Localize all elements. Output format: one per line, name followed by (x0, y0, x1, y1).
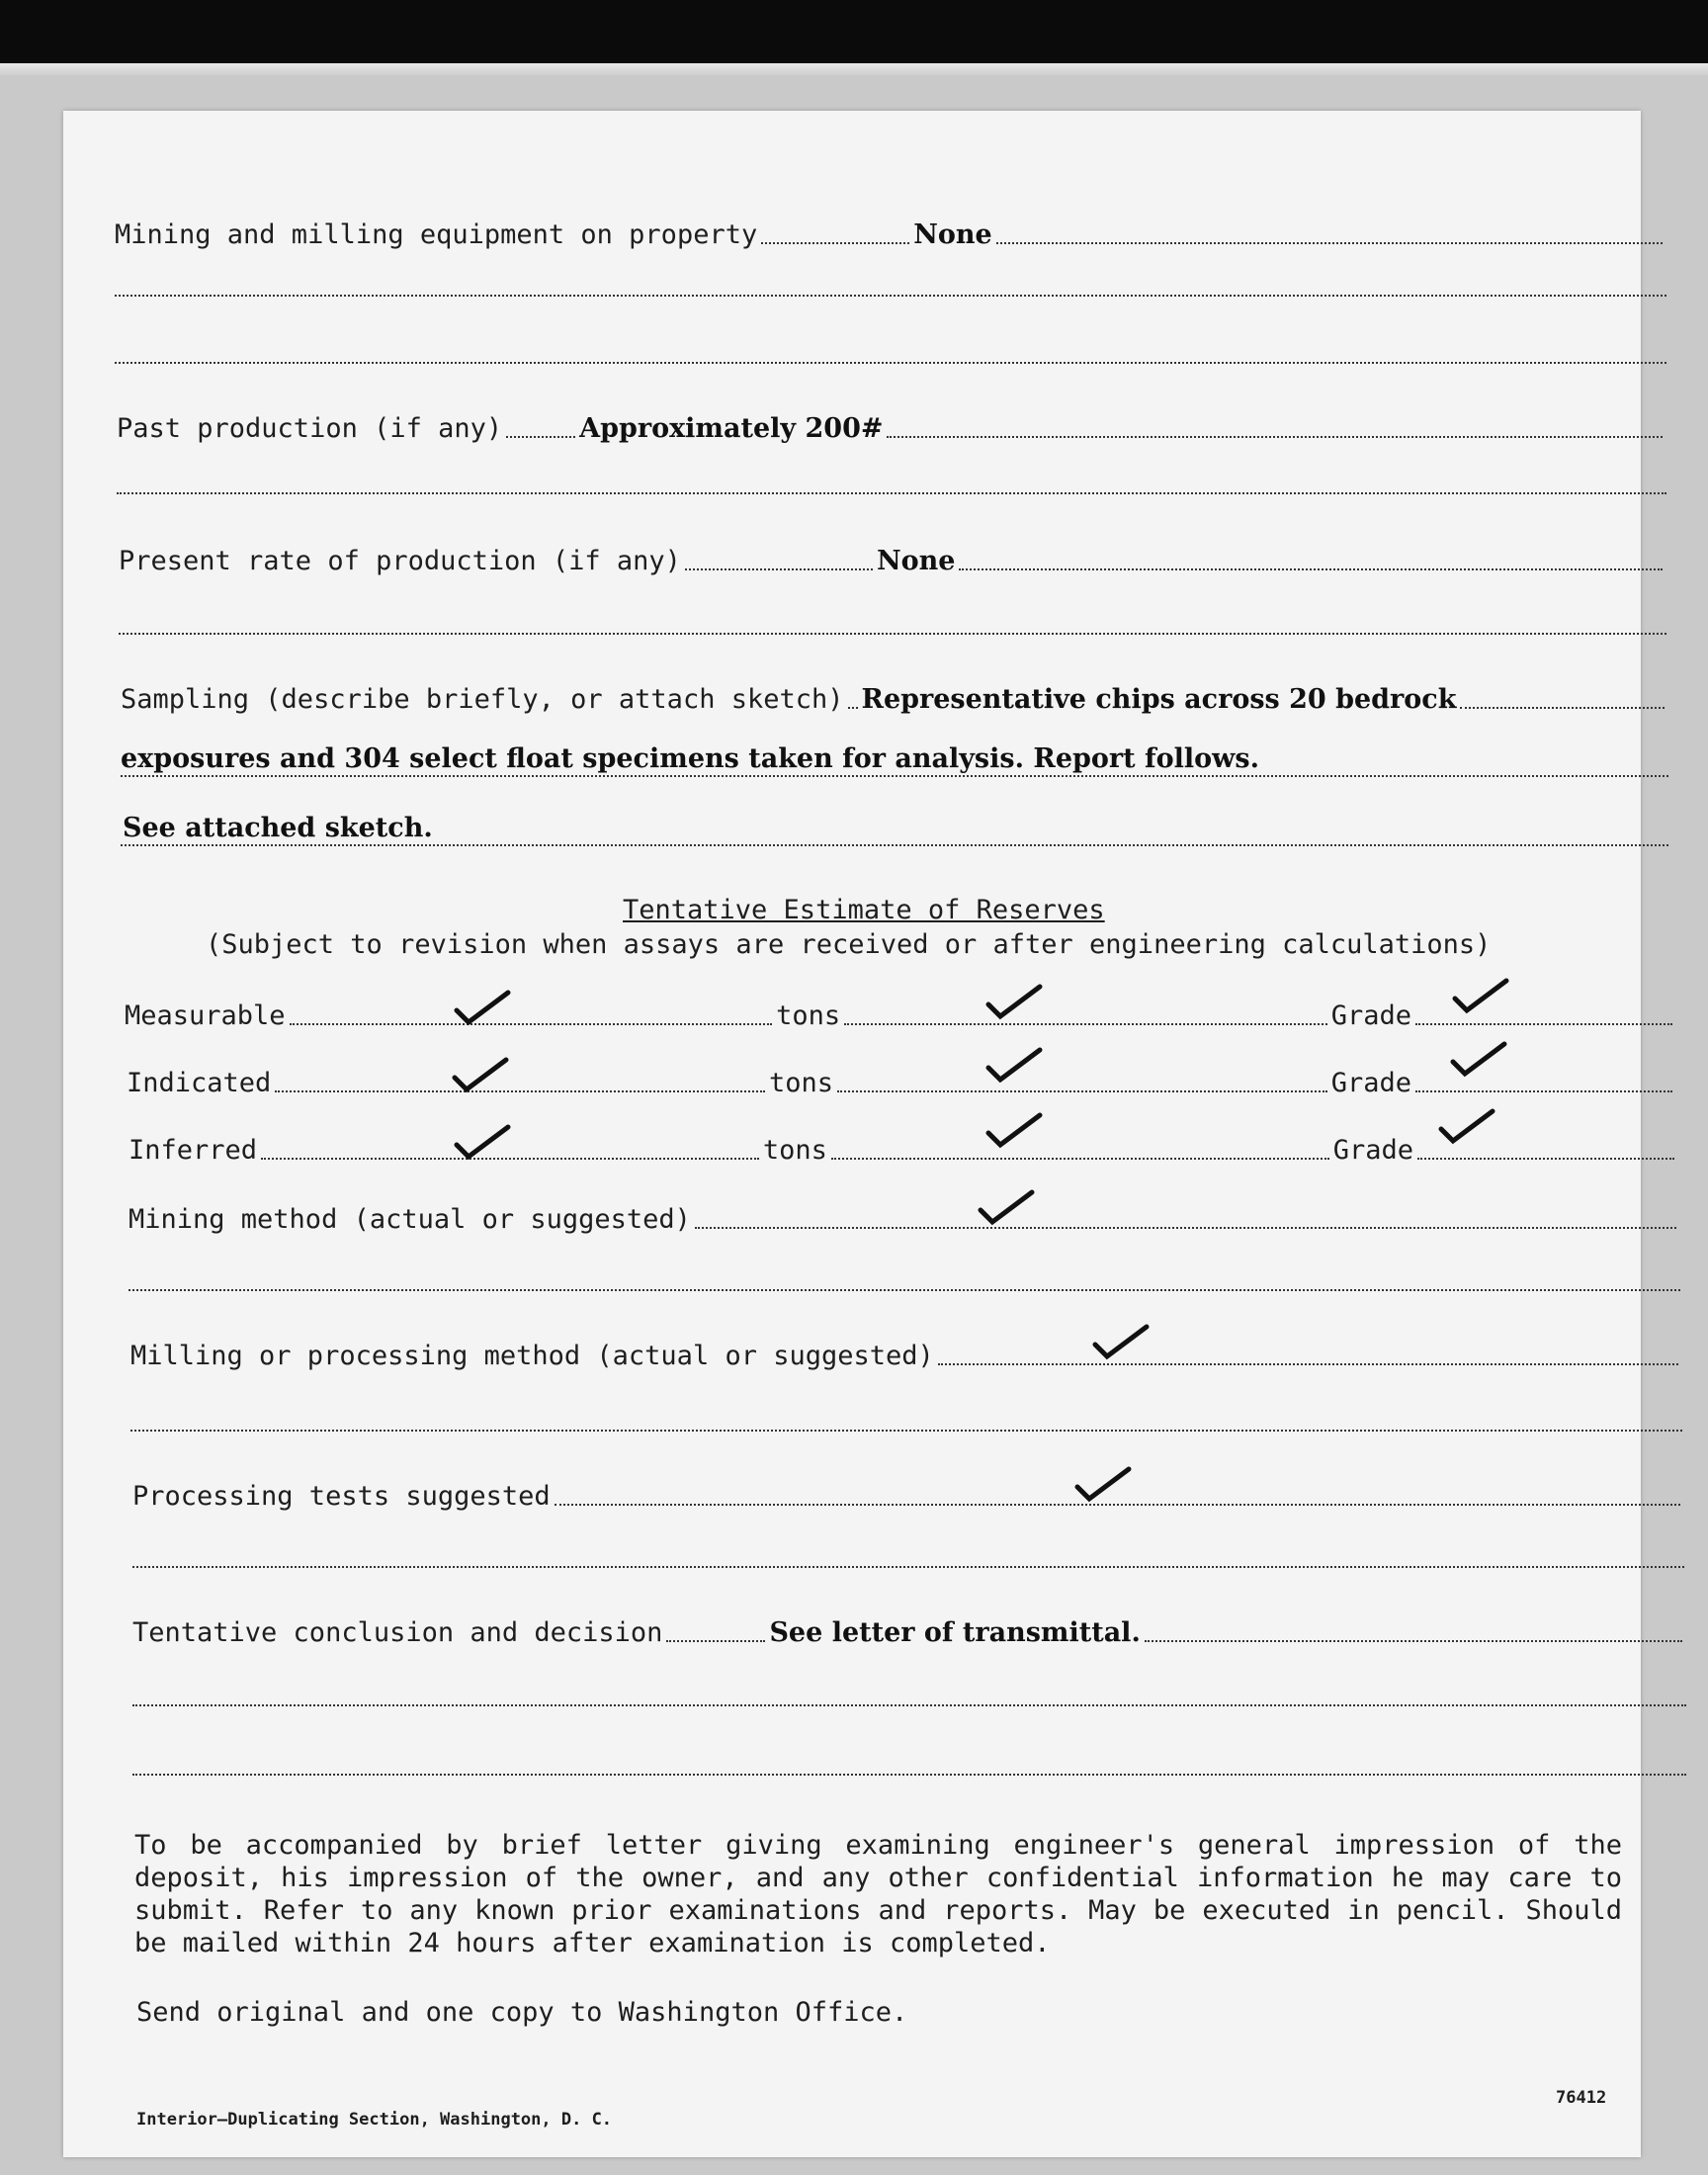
sampling-value-line1[interactable]: Representative chips across 20 bedrock (861, 684, 1457, 715)
tons-label: tons (769, 1068, 834, 1098)
equipment-label: Mining and milling equipment on property (115, 219, 758, 250)
reserves-subtitle: (Subject to revision when assays are received or after engineering calculations) (206, 929, 1492, 960)
check-mark-icon (984, 1111, 1044, 1151)
instructions-paragraph: To be accompanied by brief letter giving examining engineer's general impression of the deposit, his impression of the owner, and any other confidential information he may care to submit. Refer to any known prior examinations and reports. May be executed in pencil. Should be mailed within 24 hours after examination is completed. (134, 1830, 1622, 1958)
sampling-row (121, 684, 1668, 715)
blank-line (132, 1566, 1684, 1568)
check-mark-icon (984, 1046, 1044, 1086)
present-rate-row (119, 546, 1666, 576)
check-mark-icon (1091, 1323, 1151, 1362)
grade-label: Grade (1332, 1135, 1414, 1166)
check-mark-icon (984, 983, 1044, 1022)
equipment-row (115, 219, 1666, 250)
reserves-label: Measurable (125, 1000, 286, 1031)
check-mark-icon (977, 1188, 1036, 1228)
tons-label: tons (762, 1135, 827, 1166)
reserves-row-indicated (127, 1068, 1676, 1098)
check-mark-icon (1451, 977, 1510, 1016)
send-instruction: Send original and one copy to Washington Office. (136, 1997, 908, 2028)
equipment-value[interactable]: None (913, 219, 992, 250)
check-mark-icon (451, 1056, 510, 1095)
reserves-label: Indicated (127, 1068, 272, 1098)
mining-method-label: Mining method (actual or suggested) (128, 1204, 691, 1235)
blank-line (115, 295, 1666, 297)
check-mark-icon (1449, 1040, 1508, 1080)
check-mark-icon (1437, 1107, 1496, 1147)
mining-method-row (128, 1204, 1680, 1235)
past-production-label: Past production (if any) (117, 413, 503, 444)
form-sheet (63, 111, 1641, 2157)
blank-line (119, 633, 1666, 635)
past-production-value[interactable]: Approximately 200# (579, 413, 884, 444)
processing-tests-label: Processing tests suggested (132, 1481, 551, 1512)
blank-line (132, 1774, 1686, 1776)
sampling-line-2 (121, 775, 1668, 777)
sampling-line-3 (121, 844, 1668, 846)
present-rate-value[interactable]: None (876, 546, 956, 576)
grade-label: Grade (1330, 1068, 1411, 1098)
sampling-value-line2[interactable]: exposures and 304 select float specimens taken for analysis. Report follows. (121, 743, 1259, 774)
printer-credit: Interior—Duplicating Section, Washington, D. C. (136, 2110, 613, 2130)
reserves-row-measurable (125, 1000, 1676, 1031)
blank-line (132, 1704, 1686, 1706)
blank-line (128, 1289, 1680, 1291)
grade-label: Grade (1330, 1000, 1411, 1031)
blank-line (117, 492, 1666, 494)
check-mark-icon (1073, 1465, 1133, 1505)
present-rate-label: Present rate of production (if any) (119, 546, 681, 576)
check-mark-icon (453, 1123, 512, 1163)
reserves-title: Tentative Estimate of Reserves (623, 895, 1105, 925)
scanner-top-border (0, 0, 1708, 63)
past-production-row (117, 413, 1666, 444)
check-mark-icon (453, 989, 512, 1028)
reserves-label: Inferred (128, 1135, 258, 1166)
processing-tests-row (132, 1481, 1684, 1512)
conclusion-label: Tentative conclusion and decision (132, 1617, 663, 1648)
milling-method-label: Milling or processing method (actual or suggested) (130, 1341, 934, 1371)
milling-method-row (130, 1341, 1682, 1371)
tons-label: tons (776, 1000, 841, 1031)
sampling-value-line3[interactable]: See attached sketch. (123, 813, 433, 843)
conclusion-row (132, 1617, 1686, 1648)
scanner-edge (0, 63, 1708, 75)
conclusion-value[interactable]: See letter of transmittal. (769, 1617, 1141, 1648)
blank-line (115, 362, 1666, 364)
form-number: 76412 (1556, 2088, 1607, 2108)
sampling-label: Sampling (describe briefly, or attach sketch) (121, 684, 844, 715)
blank-line (130, 1430, 1682, 1432)
